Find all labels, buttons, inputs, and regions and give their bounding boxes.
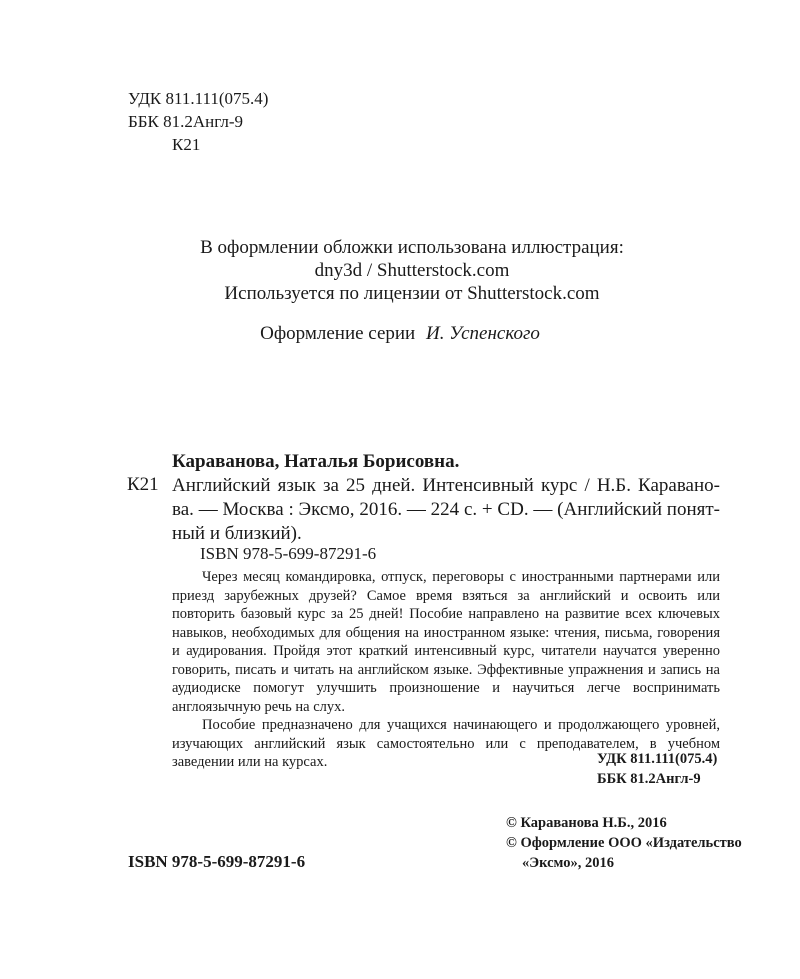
series-designer: И. Успенского [425,323,540,344]
record-code: К21 [127,474,159,495]
record-isbn: ISBN 978-5-699-87291-6 [200,544,377,563]
record-description [172,474,720,546]
udk-bbk-right [597,749,717,789]
credits-line-3: Используется по лицензии от Shutterstock.com [224,283,600,304]
series-label: Оформление серии [260,323,416,344]
udk-right: УДК 811.111(075.4) [597,751,718,767]
abstract-paragraph-2: Пособие предназначено для учащихся начинающего и продолжающего уровней, изучающих английский язык самостоятельно или с преподавателем, в учебном заведении или на курсах. [172,717,720,770]
series-design [0,323,800,345]
bbk-code: ББК 81.2Англ-9 [128,112,243,131]
bib-line-2: ва. — Москва : Эксмо, 2016. — 224 с. + CD. — (Английский понят- [172,499,720,520]
bib-line-1: Английский язык за 25 дней. Интенсивный курс / Н.Б. Каравано- [172,475,720,496]
udk-code: УДК 811.111(075.4) [128,89,269,108]
copyright-line-2: © Оформление ООО «Издательство [506,835,742,851]
credits-line-2: dny3d / Shutterstock.com [314,260,510,281]
copyright-block [506,813,742,873]
author-mark: К21 [172,135,201,154]
bib-line-3: ный и близкий). [172,523,302,544]
copyright-line-3: «Эксмо», 2016 [522,855,614,871]
record-author: Караванова, Наталья Борисовна. [172,451,460,472]
abstract [172,568,720,772]
bbk-right: ББК 81.2Англ-9 [597,771,701,787]
credits-line-1: В оформлении обложки использована иллюстрация: [200,237,624,258]
cover-credits [0,236,800,305]
abstract-paragraph-1: Через месяц командировка, отпуск, переговоры с иностранными партнерами или приезд зарубежных друзей? Самое время взяться за английский и освоить или повторить базовый курс за 25 дней! Пособие направлено на развитие всех ключевых навыков, необходимых для общения на иностранном языке: чтения, письма, говорения и аудирования. Пройдя этот краткий интенсивный курс, читатели научатся уверенно говорить, писать и читать на английском языке. Эффективные упражнения и запись на аудиодиске помогут улучшить произношение и научиться легче воспринимать англоязычную речь на слух. [172,569,720,715]
copyright-line-1: © Караванова Н.Б., 2016 [506,815,667,831]
isbn-bottom: ISBN 978-5-699-87291-6 [128,852,306,871]
